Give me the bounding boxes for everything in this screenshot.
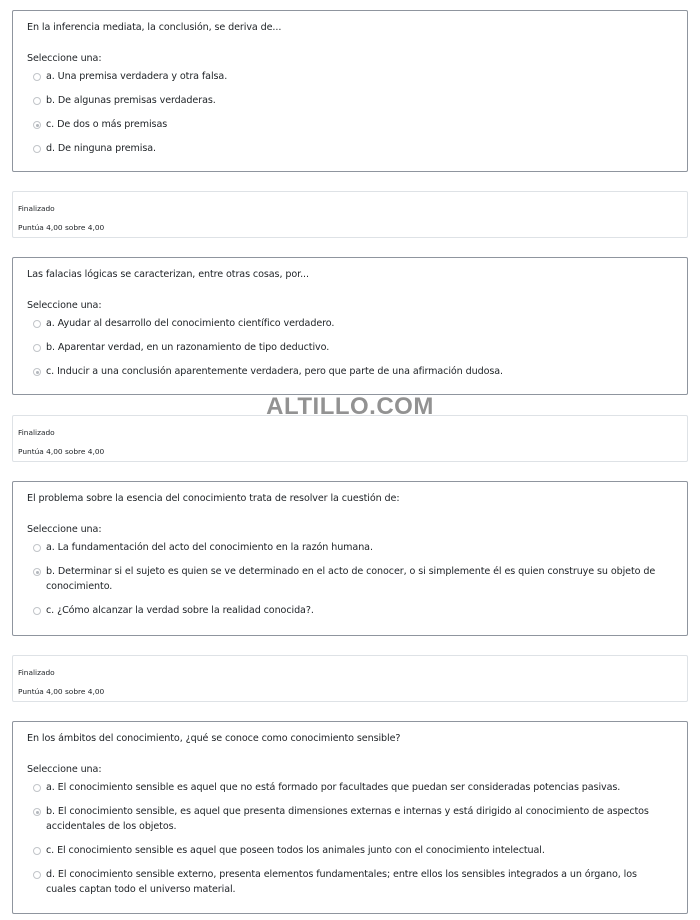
option-label: a. Una premisa verdadera y otra falsa. [46, 71, 228, 82]
option-label: d. De ninguna premisa. [46, 143, 156, 154]
question-info-1 [12, 191, 688, 238]
option-label: b. Determinar si el sujeto es quien se ve determinado en el acto de conocer, o si simplemente él es quien construye su objeto de conocimiento. [46, 566, 656, 592]
answer-option-c[interactable] [33, 366, 503, 379]
question-grade: Puntúa 4,00 sobre 4,00 [18, 447, 105, 456]
option-label: a. La fundamentación del acto del conocimiento en la razón humana. [46, 542, 373, 553]
radio-button[interactable] [33, 344, 41, 352]
question-state: Finalizado [18, 204, 55, 213]
radio-button[interactable] [33, 145, 41, 153]
question-text: En la inferencia mediata, la conclusión, se deriva de... [27, 22, 282, 33]
answer-option-a[interactable] [33, 542, 373, 555]
question-state: Finalizado [18, 668, 55, 677]
radio-button-selected[interactable] [33, 121, 41, 129]
radio-button[interactable] [33, 784, 41, 792]
answer-option-a[interactable] [33, 318, 334, 331]
answer-option-c[interactable] [33, 605, 314, 618]
question-text: En los ámbitos del conocimiento, ¿qué se conoce como conocimiento sensible? [27, 733, 401, 744]
question-card-4 [12, 721, 688, 914]
answer-option-b[interactable] [33, 342, 329, 355]
radio-button[interactable] [33, 97, 41, 105]
answer-option-b[interactable] [33, 95, 216, 108]
radio-button-selected[interactable] [33, 568, 41, 576]
select-one-prompt: Seleccione una: [27, 764, 102, 775]
select-one-prompt: Seleccione una: [27, 53, 102, 64]
question-state: Finalizado [18, 428, 55, 437]
select-one-prompt: Seleccione una: [27, 300, 102, 311]
select-one-prompt: Seleccione una: [27, 524, 102, 535]
question-grade: Puntúa 4,00 sobre 4,00 [18, 223, 105, 232]
radio-button[interactable] [33, 847, 41, 855]
question-card-2 [12, 257, 688, 395]
answer-option-a[interactable] [33, 782, 620, 795]
radio-button[interactable] [33, 544, 41, 552]
radio-button-selected[interactable] [33, 808, 41, 816]
watermark-logo: ALTILLO.COM [266, 393, 434, 420]
question-grade: Puntúa 4,00 sobre 4,00 [18, 687, 105, 696]
option-label: c. ¿Cómo alcanzar la verdad sobre la realidad conocida?. [46, 605, 314, 616]
question-text: El problema sobre la esencia del conocimiento trata de resolver la cuestión de: [27, 493, 400, 504]
answer-option-b[interactable] [33, 806, 656, 834]
question-card-3 [12, 481, 688, 636]
question-info-2 [12, 415, 688, 462]
question-info-3 [12, 655, 688, 702]
option-label: d. El conocimiento sensible externo, presenta elementos fundamentales; entre ellos los sensibles integrados a un órgano, los cuales captan todo el universo material. [46, 869, 637, 895]
question-card-1 [12, 10, 688, 172]
answer-option-c[interactable] [33, 845, 545, 858]
radio-button-selected[interactable] [33, 368, 41, 376]
radio-button[interactable] [33, 607, 41, 615]
option-label: c. Inducir a una conclusión aparentemente verdadera, pero que parte de una afirmación dudosa. [46, 366, 503, 377]
option-label: c. El conocimiento sensible es aquel que poseen todos los animales junto con el conocimiento intelectual. [46, 845, 545, 856]
option-label: c. De dos o más premisas [46, 119, 168, 130]
radio-button[interactable] [33, 73, 41, 81]
answer-option-b[interactable] [33, 566, 656, 594]
radio-button[interactable] [33, 871, 41, 879]
answer-option-c[interactable] [33, 119, 167, 132]
option-label: a. El conocimiento sensible es aquel que no está formado por facultades que puedan ser consideradas potencias pasivas. [46, 782, 621, 793]
option-label: b. Aparentar verdad, en un razonamiento de tipo deductivo. [46, 342, 330, 353]
option-label: b. El conocimiento sensible, es aquel que presenta dimensiones externas e internas y está dirigido al conocimiento de aspectos accidentales de los objetos. [46, 806, 649, 832]
option-label: b. De algunas premisas verdaderas. [46, 95, 216, 106]
answer-option-d[interactable] [33, 143, 156, 156]
answer-option-d[interactable] [33, 869, 656, 897]
option-label: a. Ayudar al desarrollo del conocimiento científico verdadero. [46, 318, 335, 329]
question-text: Las falacias lógicas se caracterizan, entre otras cosas, por... [27, 269, 309, 280]
answer-option-a[interactable] [33, 71, 227, 84]
radio-button[interactable] [33, 320, 41, 328]
